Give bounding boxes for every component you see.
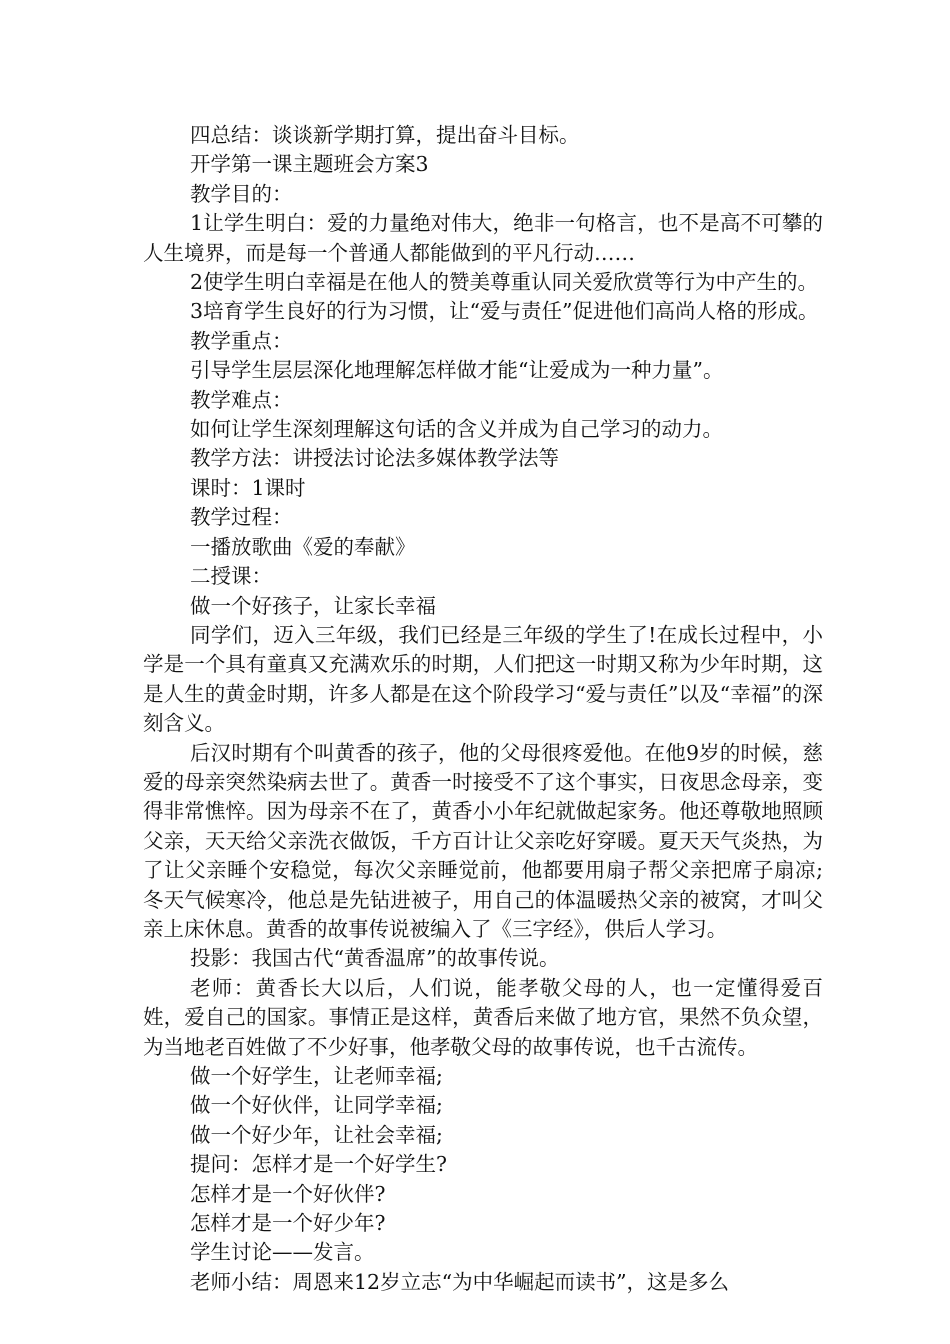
body-paragraph: 引导学生层层深化地理解怎样做才能“让爱成为一种力量”。 bbox=[190, 358, 724, 383]
body-paragraph: 学生讨论——发言。 bbox=[190, 1240, 375, 1265]
body-paragraph: 一播放歌曲《爱的奉献》 bbox=[190, 534, 416, 559]
section-heading: 教学过程： bbox=[190, 505, 293, 530]
summary-line: 四总结：谈谈新学期打算，提出奋斗目标。 bbox=[190, 123, 580, 147]
objective-item: 2使学生明白幸福是在他人的赞美尊重认同关爱欣赏等行为中产生的。 bbox=[190, 270, 819, 295]
body-paragraph: 课时：1课时 bbox=[190, 475, 306, 500]
body-paragraph: 同学们，迈入三年级，我们已经是三年级的学生了!在成长过程中，小学是一个具有童真又充满欢乐的时期，人们把这一时期又称为少年时期，这是人生的黄金时期，许多人都是在这个阶段学习“爱与责任”以及“幸福”的深刻含义。 bbox=[143, 622, 823, 736]
objective-item: 1让学生明白：爱的力量绝对伟大，绝非一句格言，也不是高不可攀的人生境界，而是每一个普通人都能做到的平凡行动…… bbox=[143, 211, 823, 265]
body-paragraph: 教学方法：讲授法讨论法多媒体教学法等 bbox=[190, 446, 559, 471]
section-heading: 教学重点： bbox=[190, 328, 293, 353]
section-heading: 二授课： bbox=[190, 564, 272, 589]
body-paragraph: 做一个好少年，让社会幸福; bbox=[190, 1122, 443, 1147]
body-paragraph: 后汉时期有个叫黄香的孩子，他的父母很疼爱他。在他9岁的时候，慈爱的母亲突然染病去世了。黄香一时接受不了这个事实，日夜思念母亲，变得非常憔悴。因为母亲不在了，黄香小小年纪就做起家务。他还尊敬地照顾父亲，天天给父亲洗衣做饭，千方百计让父亲吃好穿暖。夏天天气炎热，为了让父亲睡个安稳觉，每次父亲睡觉前，他都要用扇子帮父亲把席子扇凉;冬天气候寒冷，他总是先钻进被子，用自己的体温暖热父亲的被窝，才叫父亲上床休息。黄香的故事传说被编入了《三字经》，供后人学习。 bbox=[143, 740, 823, 941]
objective-item: 3培育学生良好的行为习惯，让“爱与责任”促进他们高尚人格的形成。 bbox=[190, 299, 819, 324]
body-paragraph: 怎样才是一个好伙伴? bbox=[190, 1181, 386, 1206]
document-body bbox=[143, 121, 823, 1297]
body-paragraph: 怎样才是一个好少年? bbox=[190, 1211, 386, 1236]
section-heading: 教学难点： bbox=[190, 387, 293, 412]
body-paragraph: 做一个好孩子，让家长幸福 bbox=[190, 593, 436, 618]
plan-title: 开学第一课主题班会方案3 bbox=[190, 152, 429, 177]
body-paragraph: 提问：怎样才是一个好学生? bbox=[190, 1152, 447, 1177]
section-heading: 教学目的： bbox=[190, 181, 293, 206]
body-paragraph: 做一个好学生，让老师幸福; bbox=[190, 1064, 443, 1088]
body-paragraph: 投影：我国古代“黄香温席”的故事传说。 bbox=[190, 946, 560, 971]
body-paragraph: 如何让学生深刻理解这句话的含义并成为自己学习的动力。 bbox=[190, 417, 723, 442]
body-paragraph: 做一个好伙伴，让同学幸福; bbox=[190, 1093, 443, 1118]
body-paragraph: 老师小结：周恩来12岁立志“为中华崛起而读书”，这是多么 bbox=[190, 1269, 730, 1294]
body-paragraph: 老师：黄香长大以后，人们说，能孝敬父母的人，也一定懂得爱百姓，爱自己的国家。事情正是这样，黄香后来做了地方官，果然不负众望，为当地老百姓做了不少好事，他孝敬父母的故事传说，也千古流传。 bbox=[143, 975, 823, 1059]
